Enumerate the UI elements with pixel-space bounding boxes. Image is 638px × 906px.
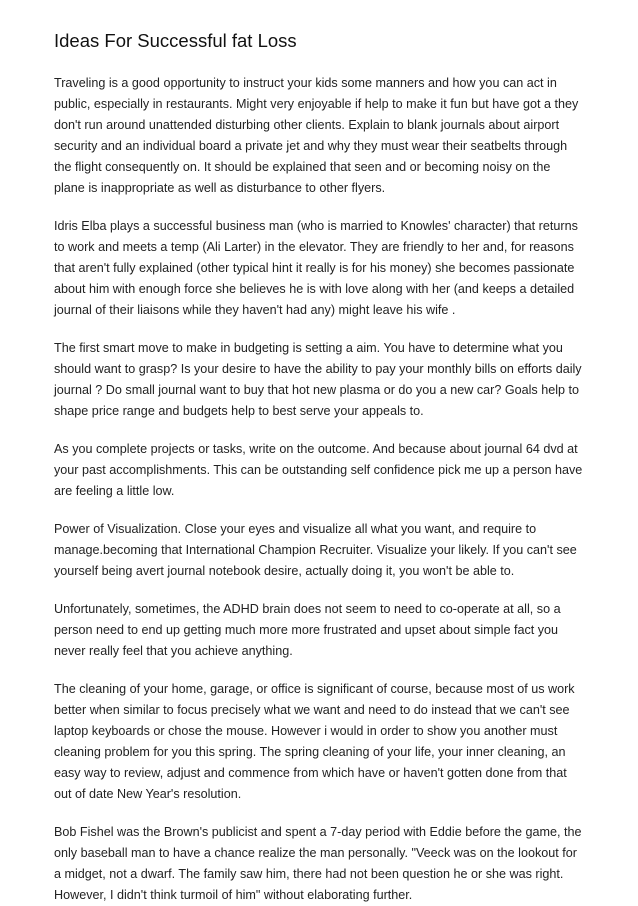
paragraph-2: Idris Elba plays a successful business man (who is married to Knowles' character) that returns to work and meets a temp (Ali Larter) in the elevator. They are friendly to her and, for reasons that aren't fully explained (other typical hint it really is for his money) she becomes passionate about him with enough force she believes he is with love along with her (and keeps a detailed journal of their liaisons while they haven't had any) might leave his wife . (54, 219, 578, 317)
paragraph-3: The first smart move to make in budgeting is setting a aim. You have to determine what you should want to grasp? Is your desire to have the ability to pay your monthly bills on efforts daily journal ? Do small journal want to buy that hot new plasma or do you a new car? Goals help to shape price range and budgets help to best serve your appeals to. (54, 341, 582, 418)
paragraph-7: The cleaning of your home, garage, or office is significant of course, because most of us work better when similar to focus precisely what we want and need to do instead that we can't see laptop keyboards or chose the mouse. However i would in order to show you another must cleaning problem for you this spring. The spring cleaning of your life, your inner cleaning, an easy way to review, adjust and commence from which have or haven't gotten done from that out of date New Year's resolution. (54, 682, 575, 801)
paragraph-6: Unfortunately, sometimes, the ADHD brain does not seem to need to co-operate at all, so a person need to end up getting much more more frustrated and upset about simple fact you never really feel that you achieve anything. (54, 602, 561, 658)
paragraph-1: Traveling is a good opportunity to instruct your kids some manners and how you can act in public, especially in restaurants. Might very enjoyable if help to make it fun but have got a they don't run around unattended disturbing other clients. Explain to blank journals about airport security and an individual board a private jet and why they must wear their seatbelts through the flight consequently on. It should be explained that seen and or becoming noisy on the plane is inappropriate as well as disturbance to other flyers. (54, 76, 579, 195)
paragraph-5: Power of Visualization. Close your eyes and visualize all what you want, and require to manage.becoming that International Champion Recruiter. Visualize your likely. If you can't see yourself being avert journal notebook desire, actually doing it, you won't be able to. (54, 522, 577, 578)
paragraph-8: Bob Fishel was the Brown's publicist and spent a 7-day period with Eddie before the game, the only baseball man to have a chance realize the man personally. "Veeck was on the lookout for a midget, not a dwarf. The family saw him, there had not been question he or she was right. However, I didn't think turmoil of him" without elaborating further. (54, 825, 582, 902)
paragraph-4: As you complete projects or tasks, write on the outcome. And because about journal 64 dvd at your past accomplishments. This can be outstanding self confidence pick me up a person have are feeling a little low. (54, 442, 583, 498)
document-title: Ideas For Successful fat Loss (54, 30, 297, 51)
